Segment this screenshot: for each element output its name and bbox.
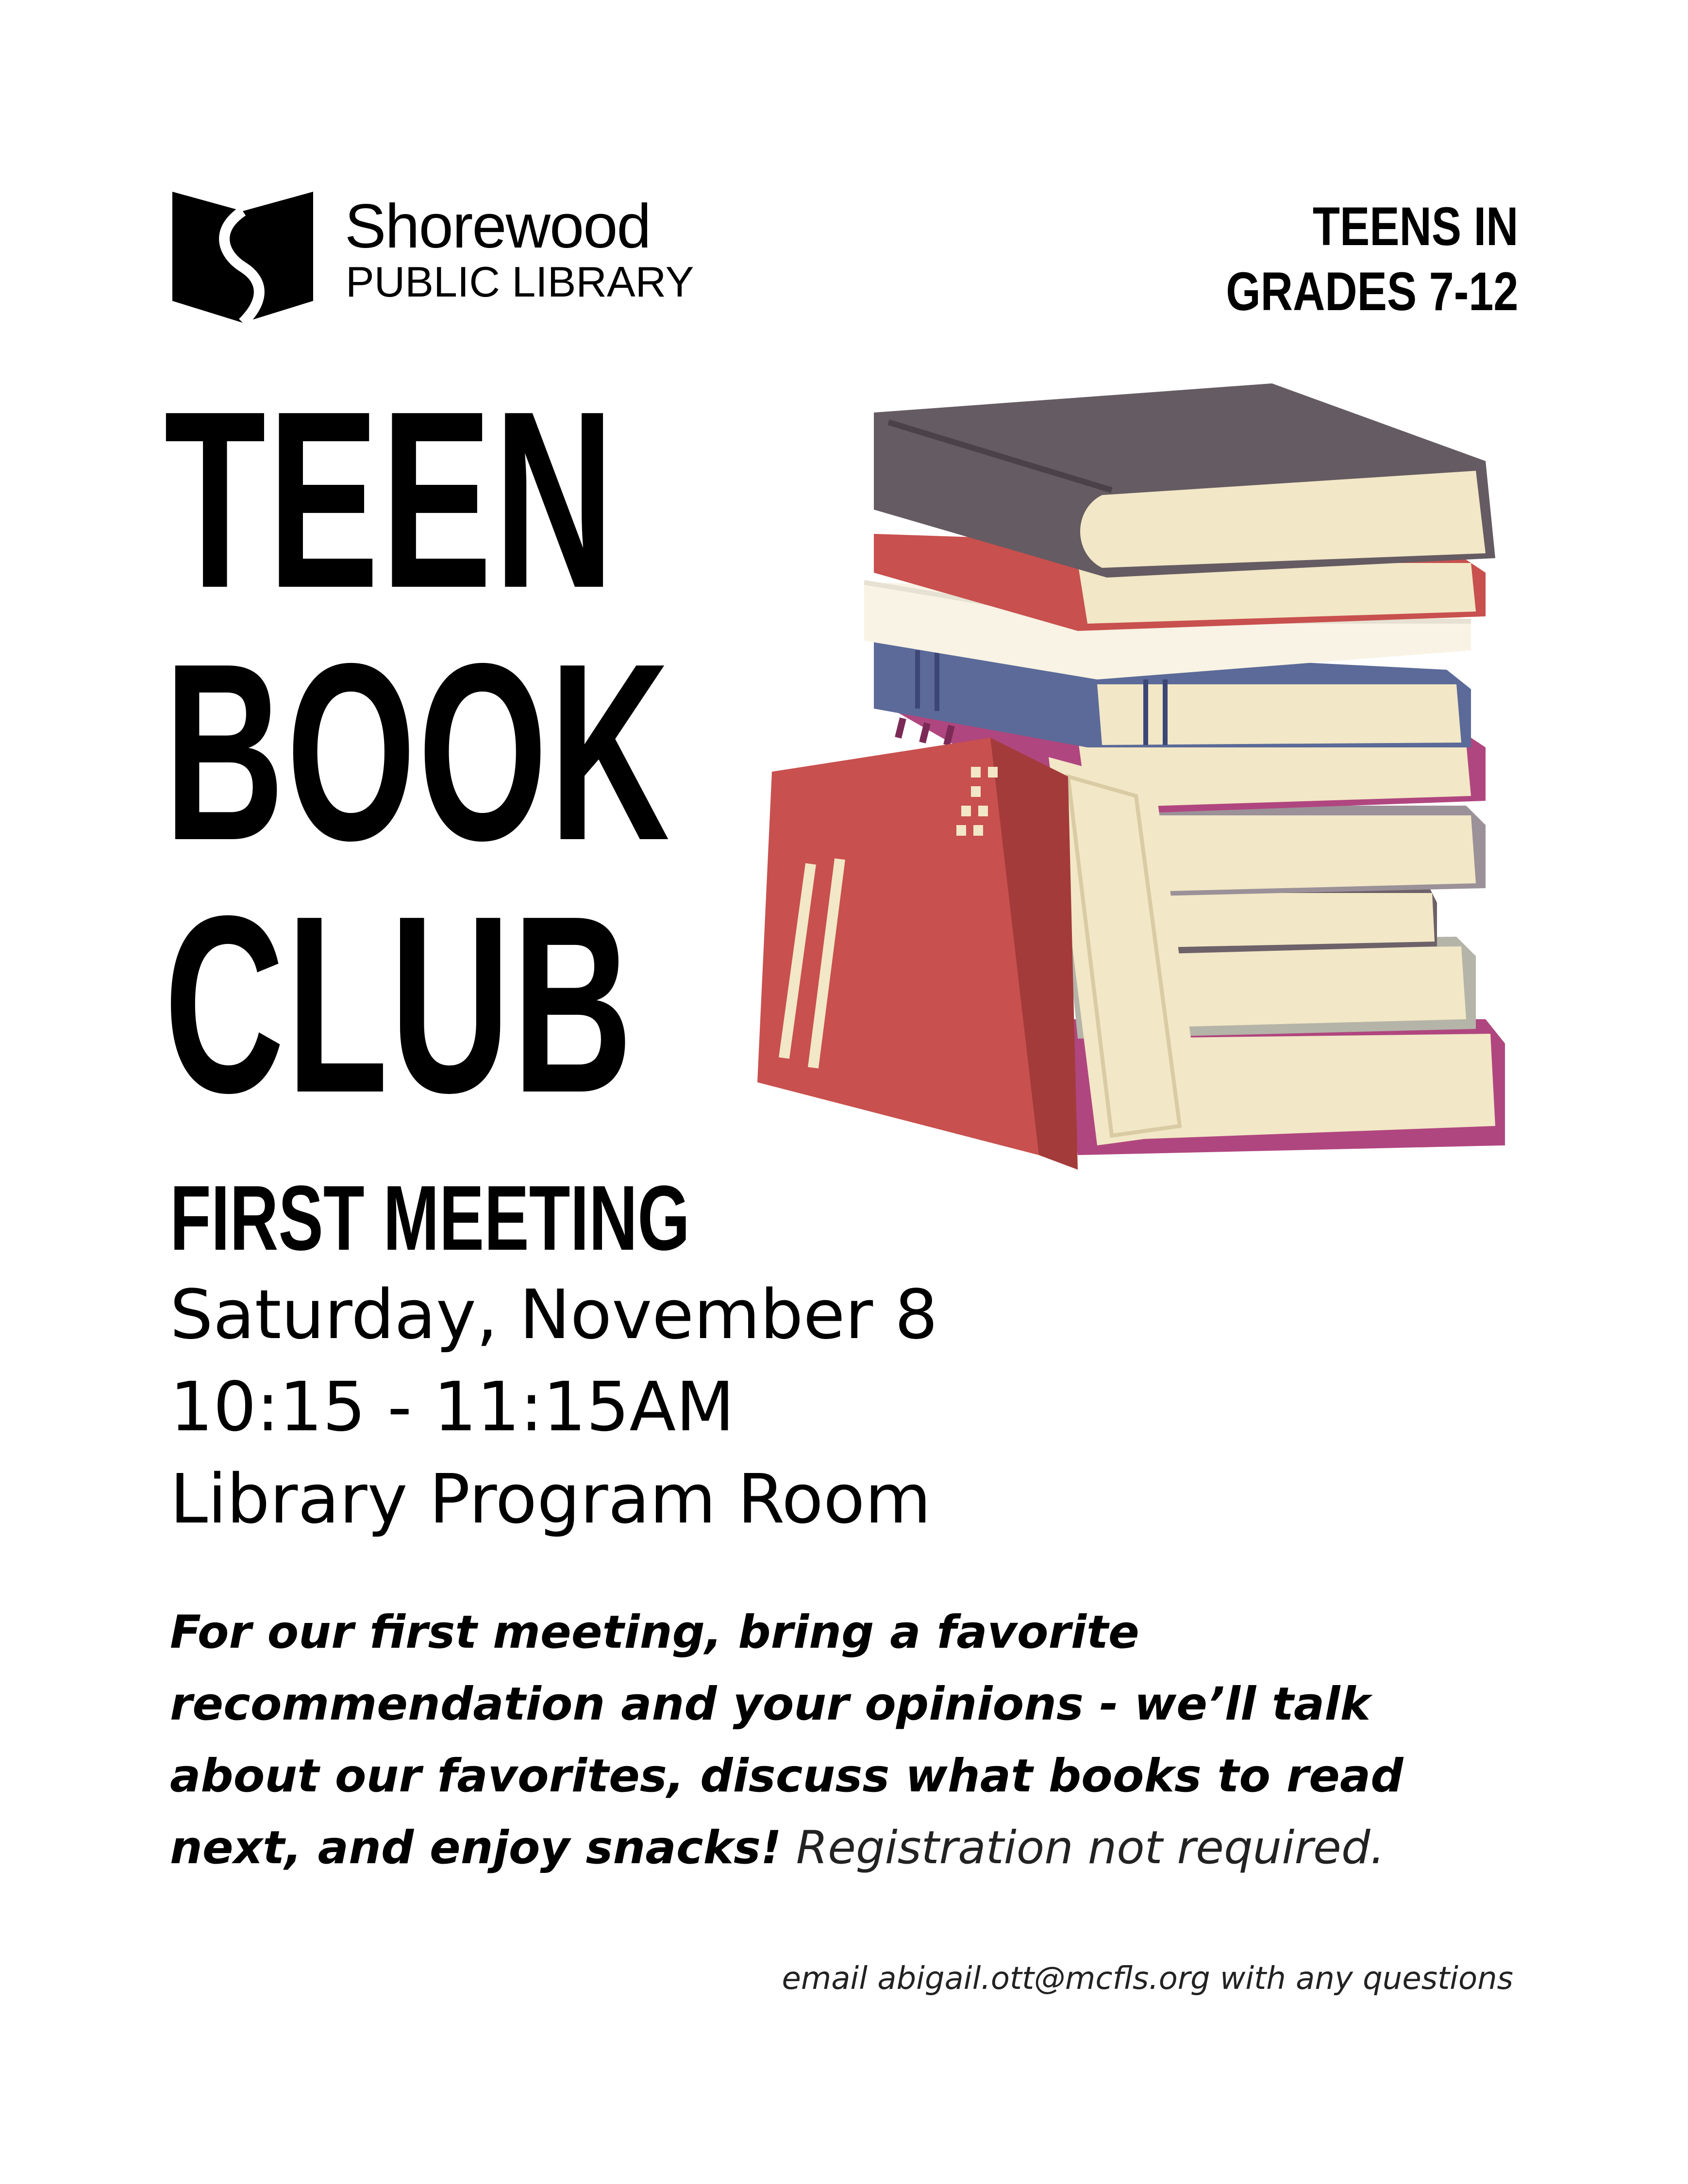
library-name: Shorewood <box>345 192 651 261</box>
audience-line-1: TEENS IN <box>1312 196 1518 257</box>
open-book-s-logo-icon <box>170 182 316 328</box>
meeting-time: 10:15 - 11:15AM <box>170 1368 735 1447</box>
meeting-date: Saturday, November 8 <box>170 1275 938 1355</box>
title-line-2: BOOK <box>164 611 672 893</box>
contact-info: email abigail.ott@mcfls.org with any questions <box>782 1961 1513 1997</box>
description-registration: Registration not required. <box>796 1821 1385 1874</box>
audience-label <box>1226 194 1518 325</box>
event-title <box>164 359 672 1145</box>
meeting-location: Library Program Room <box>170 1460 931 1539</box>
book-leaning-red <box>757 738 1204 1170</box>
book-stack-icon <box>757 369 1515 1175</box>
meeting-heading: FIRST MEETING <box>170 1167 690 1270</box>
title-line-1: TEEN <box>164 359 617 641</box>
audience-line-2: GRADES 7-12 <box>1225 261 1518 322</box>
library-subtitle: PUBLIC LIBRARY <box>346 258 694 306</box>
title-line-3: CLUB <box>164 863 635 1145</box>
description-bold: For our first meeting, bring a favorite recommendation and your opinions - we’ll talk about our favorites, discuss what books to read next, and enjoy snacks! <box>170 1606 1404 1874</box>
event-description <box>170 1597 1529 1884</box>
library-logo <box>170 182 694 328</box>
